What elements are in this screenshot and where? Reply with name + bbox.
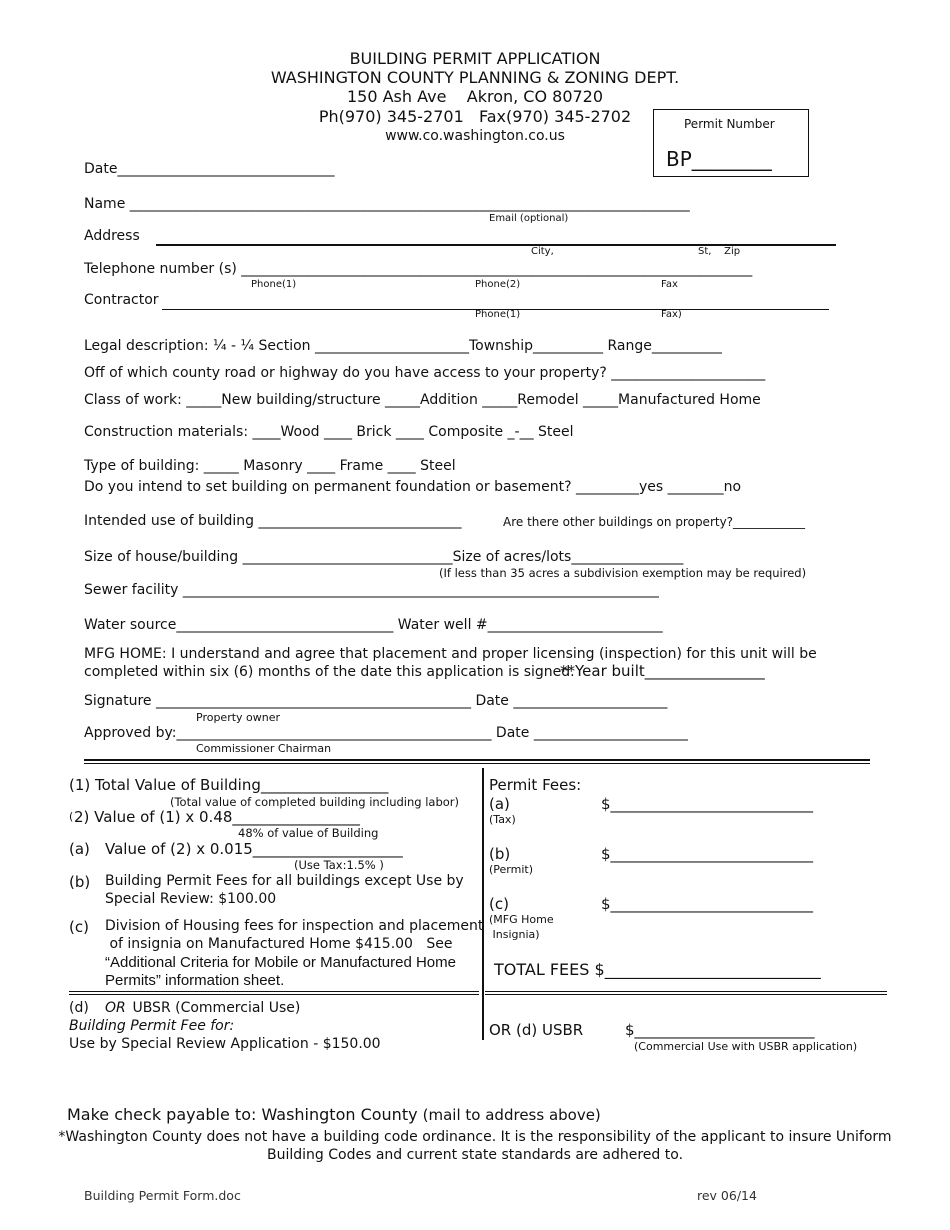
check-payable-text: Make check payable to: Washington County: [67, 1105, 423, 1124]
insignia-hint: Insignia): [489, 928, 540, 941]
size-field[interactable]: Size of house/building ______________________________Size of acres/lots________________: [84, 549, 684, 565]
fax-hint: Fax: [661, 279, 678, 290]
section-divider-top: [84, 759, 870, 761]
fee-c-amount[interactable]: $___________________________: [601, 895, 814, 913]
fee-c-line1: Division of Housing fees for inspection and placement: [105, 918, 484, 934]
mail-address-note: (mail to address above): [422, 1106, 601, 1124]
fee-b-right-label: (b): [489, 845, 511, 863]
document-name: Building Permit Form.doc: [84, 1188, 241, 1203]
contractor-fax-hint: Fax): [661, 309, 682, 320]
permit-fees-title: Permit Fees:: [489, 776, 582, 794]
permit-number-label: Permit Number: [684, 117, 775, 131]
right-divider-bottom: [485, 994, 887, 995]
left-divider-bottom: [69, 994, 479, 995]
permit-number-field[interactable]: BP________: [666, 147, 772, 171]
disclaimer-line2: Building Codes and current state standards are adhered to.: [266, 1147, 684, 1163]
fee-c-label: (c): [69, 918, 89, 936]
department-website: www.co.washington.co.us: [385, 128, 565, 144]
sewer-facility-field[interactable]: Sewer facility ____________________________________________________________________: [84, 582, 659, 598]
use-tax-hint: (Use Tax:1.5% ): [294, 858, 384, 872]
fee-a-amount[interactable]: $___________________________: [601, 795, 814, 813]
total-fees-field[interactable]: TOTAL FEES $___________________________: [494, 960, 821, 979]
disclaimer-line1: *Washington County does not have a building code ordinance. It is the responsibility of the applicant to insure Uniform: [58, 1129, 892, 1145]
fee-b-label: (b): [69, 873, 91, 891]
subdivision-note: (If less than 35 acres a subdivision exemption may be required): [439, 566, 807, 580]
telephone-field[interactable]: Telephone number (s) _________________________________________________________________________: [84, 261, 753, 277]
mfg-home-line1: MFG HOME: I understand and agree that placement and proper licensing (inspection) for this unit will be: [84, 646, 817, 662]
fee-c-line3: “Additional Criteria for Mobile or Manufactured Home: [105, 954, 456, 971]
left-divider-top: [69, 991, 479, 992]
signature-field[interactable]: Signature _____________________________________________ Date ______________________: [84, 693, 668, 709]
department-name: WASHINGTON COUNTY PLANNING & ZONING DEPT.: [270, 68, 680, 87]
construction-materials-field[interactable]: Construction materials: ____Wood ____ Brick ____ Composite _-__ Steel: [84, 424, 574, 440]
road-access-field[interactable]: Off of which county road or highway do you have access to your property? ______________________: [84, 365, 766, 381]
approved-by-field[interactable]: Approved by:_____________________________________________ Date ______________________: [84, 725, 688, 741]
permit-number-box: [653, 109, 809, 177]
revision-label: rev 06/14: [697, 1188, 757, 1203]
fee-d-italic: Building Permit Fee for:: [69, 1018, 235, 1034]
form-title: BUILDING PERMIT APPLICATION: [349, 49, 601, 68]
value2-paren: (: [69, 810, 74, 823]
city-hint: City,: [531, 246, 554, 257]
fee-c-line2: of insignia on Manufactured Home $415.00 See: [105, 936, 453, 952]
fee-b-amount[interactable]: $___________________________: [601, 845, 814, 863]
legal-description-field[interactable]: Legal description: ¼ - ¼ Section ______________________Township__________ Range__________: [84, 338, 722, 354]
type-of-building-field[interactable]: Type of building: _____ Masonry ____ Frame ____ Steel: [84, 458, 456, 474]
fee-a-label: (a): [69, 840, 90, 858]
water-source-field[interactable]: Water source_______________________________ Water well #_________________________: [84, 617, 663, 633]
phone2-hint: Phone(2): [475, 279, 521, 290]
class-of-work-field[interactable]: Class of work: _____New building/structure _____Addition _____Remodel _____Manufactured Home: [84, 392, 761, 408]
tax-hint: (Tax): [489, 813, 516, 826]
mfg-home-line2: completed within six (6) months of the date this application is signed.: [84, 664, 580, 680]
total-value-field[interactable]: (1) Total Value of Building_________________: [69, 776, 389, 794]
fee-b-line2: Special Review: $100.00: [105, 891, 277, 907]
fees-column-divider: [482, 768, 484, 1040]
mfg-home-hint: (MFG Home: [489, 913, 554, 926]
usbr-fee-text: Use by Special Review Application - $150.00: [69, 1036, 381, 1052]
fee-d-or: OR: [105, 1000, 126, 1016]
email-hint: Email (optional): [489, 213, 569, 224]
intended-use-field[interactable]: Intended use of building _____________________________: [84, 513, 462, 529]
fee-a-field[interactable]: Value of (2) x 0.015____________________: [105, 840, 403, 858]
right-divider-top: [485, 991, 887, 992]
usbr-amount[interactable]: $________________________: [625, 1021, 815, 1039]
fee-d-text: UBSR (Commercial Use): [128, 1000, 301, 1016]
fee-a-right-label: (a): [489, 795, 510, 813]
phone1-hint: Phone(1): [251, 279, 297, 290]
value2-hint: 48% of value of Building: [238, 826, 379, 840]
fee-d-label: (d): [69, 1000, 89, 1016]
commissioner-hint: Commissioner Chairman: [196, 742, 332, 755]
usbr-hint: (Commercial Use with USBR application): [634, 1040, 858, 1053]
fee-c-line4: Permits” information sheet.: [105, 972, 285, 989]
contractor-label: Contractor: [84, 292, 159, 308]
usbr-label: OR (d) USBR: [489, 1021, 584, 1039]
total-value-hint: (Total value of completed building including labor): [170, 795, 460, 809]
foundation-field[interactable]: Do you intend to set building on permanent foundation or basement? _________yes ________no: [84, 479, 742, 495]
department-address: 150 Ash Ave Akron, CO 80720: [346, 87, 604, 106]
name-field[interactable]: Name ________________________________________________________________________________: [84, 196, 690, 212]
st-zip-hint: St, Zip: [698, 246, 741, 257]
check-payable-line: [67, 1105, 601, 1124]
fee-c-right-label: (c): [489, 895, 509, 913]
property-owner-hint: Property owner: [196, 711, 281, 724]
fee-b-line1: Building Permit Fees for all buildings except Use by: [105, 873, 464, 889]
section-divider-bottom: [84, 763, 870, 764]
other-buildings-field[interactable]: Are there other buildings on property?____________: [503, 515, 806, 529]
year-built-field[interactable]: **Year built________________: [560, 662, 765, 680]
value2-field[interactable]: 2) Value of (1) x 0.48_________________: [74, 808, 360, 826]
permit-hint: (Permit): [489, 863, 534, 876]
contractor-phone1-hint: Phone(1): [475, 309, 521, 320]
date-field[interactable]: Date_______________________________: [84, 161, 335, 177]
address-label: Address: [84, 228, 140, 244]
department-phone: Ph(970) 345-2701 Fax(970) 345-2702: [318, 107, 632, 126]
